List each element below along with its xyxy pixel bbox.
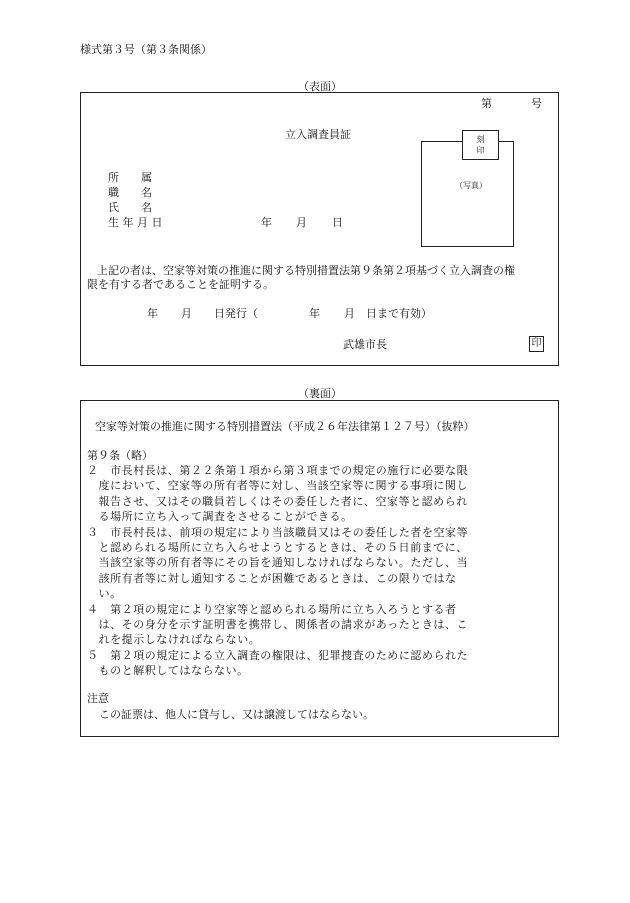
article-body — [87, 463, 468, 679]
front-caption: （表面） — [298, 80, 342, 93]
certification-line-2: 限を有する者であることを証明する。 — [87, 278, 274, 291]
field-name: 氏 名 — [108, 201, 152, 214]
issue-year: 年 — [147, 307, 158, 320]
card-number-suffix: 号 — [531, 97, 542, 110]
article-line: ２ 市長村長は、第２２条第１項から第３項までの規定の施行に必要な限 — [87, 464, 469, 477]
field-birth-date: 生 年 月 日 — [108, 216, 163, 229]
article-line: ４ 第２項の規定により空家等と認められる場所に立ち入ろうとする者 — [87, 602, 457, 616]
article-heading: 第９条（略） — [87, 449, 153, 462]
birth-day: 日 — [332, 216, 343, 229]
field-affiliation: 所 属 — [108, 171, 152, 184]
official-stamp: 印 — [529, 336, 544, 352]
article-line: は、その身分を示す証明書を携帯し、関係者の請求があったときは、こ — [87, 618, 469, 632]
note-text: この証票は、他人に貸与し、又は譲渡してはならない。 — [99, 708, 374, 721]
article-line: 該所有者等に対し通知することが困難であるときは、この限りではな — [87, 571, 457, 585]
back-card — [80, 400, 559, 737]
engraved-seal-box — [462, 130, 499, 160]
front-card — [80, 92, 559, 366]
form-number: 様式第３号（第３条関係） — [80, 43, 212, 56]
valid-year: 年 — [309, 307, 320, 320]
article-line: い。 — [87, 587, 122, 601]
article-line: ３ 市長村長は、前項の規定により当該職員又はその委任した者を空家等 — [87, 525, 469, 539]
card-number-prefix: 第 — [481, 97, 492, 110]
article-line: と認められる場所に立ち入らせようとするときは、その５日前までに、 — [87, 541, 468, 555]
article-line: ものと解釈してはならない。 — [87, 664, 249, 678]
certification-line-1: 上記の者は、空家等対策の推進に関する特別措置法第９条第２項基づく立入調査の権 — [97, 264, 515, 277]
issue-month: 月 — [181, 307, 192, 320]
valid-until: 日まで有効） — [366, 307, 432, 320]
seal-label-2: 印 — [476, 146, 485, 155]
seal-label-1: 刻 — [476, 135, 485, 144]
article-line: 度において、空家等の所有者等に対し、当該空家等に関する事項に関し — [87, 479, 468, 493]
issuer: 武雄市長 — [343, 338, 387, 351]
note-heading: 注意 — [87, 692, 109, 705]
article-line: る場所に立ち入って調査をさせることができる。 — [87, 510, 353, 524]
photo-label: （写真） — [455, 181, 487, 190]
birth-year: 年 — [261, 216, 272, 229]
issue-day-issued: 日発行（ — [214, 307, 258, 320]
field-job-title: 職 名 — [108, 186, 152, 199]
law-title: 空家等対策の推進に関する特別措置法（平成２６年法律第１２７号）（抜粋） — [95, 420, 475, 433]
article-line: 当該空家等の所有者等にその旨を通知しなければならない。ただし、当 — [87, 556, 469, 570]
article-line: ５ 第２項の規定による立入調査の権限は、犯罪捜査のために認められた — [87, 648, 469, 662]
back-caption: （裏面） — [298, 387, 342, 400]
article-line: れを提示しなければならない。 — [87, 633, 261, 647]
valid-month: 月 — [344, 307, 355, 320]
card-title: 立入調査員証 — [285, 128, 351, 141]
birth-month: 月 — [296, 216, 307, 229]
article-line: 報告させ、又はその職員若しくはその委任した者に、空家等と認められ — [87, 494, 468, 508]
